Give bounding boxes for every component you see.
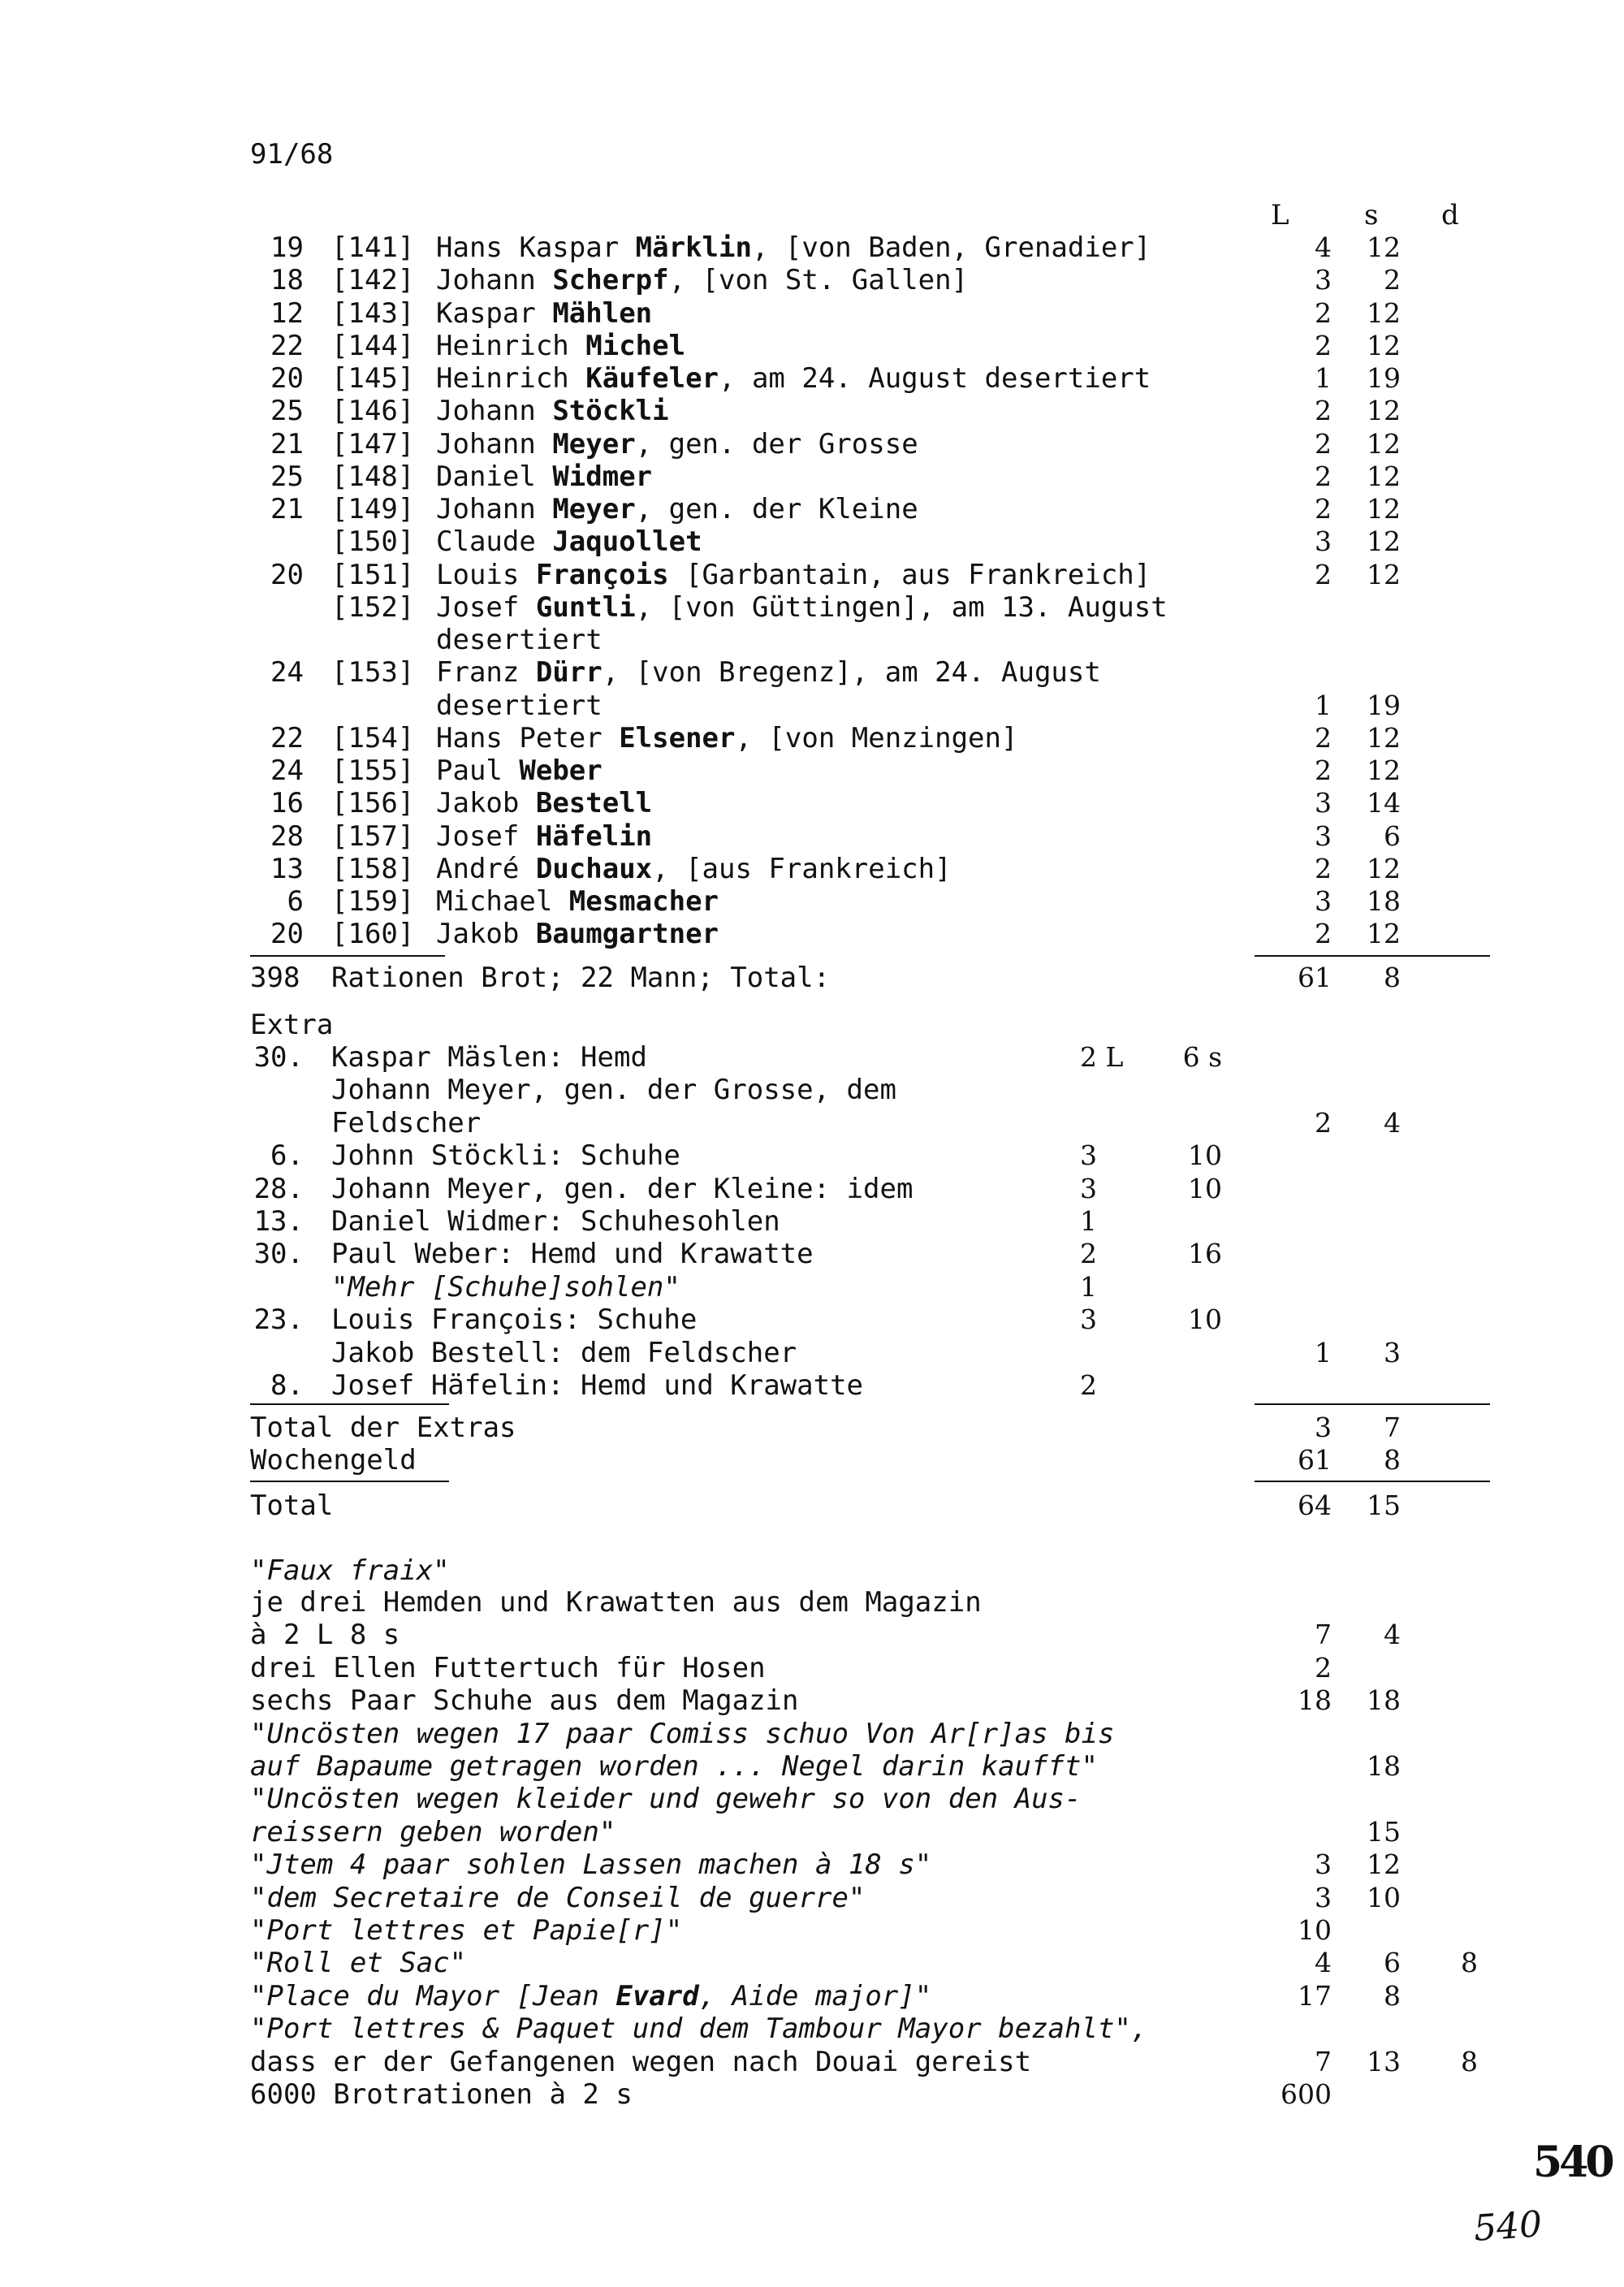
row-id: [153]: [331, 656, 415, 689]
last-name: Jaquollet: [552, 525, 702, 558]
handwritten-number: 540: [1472, 2203, 1544, 2250]
row-id: [147]: [331, 428, 415, 460]
row-name: [436, 460, 652, 493]
row-count: 21: [270, 493, 304, 525]
last-name: Elsener: [619, 722, 736, 754]
row-id: [152]: [331, 591, 415, 624]
row-name: [436, 918, 719, 950]
row-name: [436, 885, 719, 918]
row-continuation: desertiert: [436, 624, 603, 656]
row-count: 24: [270, 754, 304, 787]
faux-line: "Port lettres & Paquet und dem Tambour Mayor bezahlt",: [250, 2012, 1148, 2045]
faux-L: 2: [1315, 1652, 1332, 1684]
row-s: 12: [1367, 493, 1401, 525]
first-name: Johann: [436, 264, 536, 296]
name-note: , [von Menzingen]: [735, 722, 1018, 754]
faux-name: Evard: [615, 1980, 699, 2012]
faux-text-part: "Place du Mayor [Jean: [250, 1980, 616, 2012]
row-L: 3: [1315, 525, 1332, 557]
wochengeld-s: 8: [1384, 1444, 1401, 1476]
row-count: 22: [270, 330, 304, 362]
last-name: François: [535, 559, 669, 591]
name-note: , [von Baden, Grenadier]: [751, 231, 1151, 264]
extra-inner-L: 3: [1080, 1139, 1097, 1171]
first-name: Kaspar: [436, 297, 536, 330]
last-name: Meyer: [552, 428, 636, 460]
extras-underline: [250, 1403, 449, 1405]
extra-inner-L: 1: [1080, 1205, 1097, 1237]
extra-L: 1: [1315, 1337, 1332, 1368]
row-name: [436, 493, 918, 525]
faux-line: je drei Hemden und Krawatten aus dem Magazin: [250, 1586, 982, 1619]
row-s: 2: [1384, 264, 1401, 296]
faux-L: 3: [1315, 1848, 1332, 1880]
last-name: Stöckli: [552, 395, 669, 427]
row-L: 2: [1315, 428, 1332, 460]
row-name: [436, 754, 603, 787]
row-count: 25: [270, 460, 304, 493]
row-count: 6: [287, 885, 304, 918]
row-name: [436, 428, 918, 460]
last-name: Häfelin: [535, 820, 653, 853]
faux-line: à 2 L 8 s: [250, 1619, 400, 1651]
faux-line: reissern geben worden": [250, 1816, 616, 1848]
faux-line: dass er der Gefangenen wegen nach Douai gereist: [250, 2046, 1032, 2078]
row-s: 12: [1367, 460, 1401, 492]
extra-inner-L: 2: [1080, 1238, 1097, 1269]
faux-line: "Port lettres et Papie[r]": [250, 1914, 683, 1947]
row-id: [154]: [331, 722, 415, 754]
faux-text-part: , Aide major]": [698, 1980, 932, 2012]
extra-inner-L: 2 L: [1080, 1041, 1124, 1073]
row-count: 16: [270, 787, 304, 819]
row-L: 2: [1315, 559, 1332, 590]
faux-s: 4: [1384, 1619, 1401, 1650]
first-name: Paul: [436, 754, 503, 787]
faux-s: 12: [1367, 1848, 1401, 1880]
extra-inner-s: 16: [1188, 1238, 1222, 1269]
row-s: 19: [1367, 362, 1401, 394]
total-s: 15: [1367, 1489, 1401, 1521]
row-id: [156]: [331, 787, 415, 819]
row-name: [436, 656, 1101, 689]
row-count: 28: [270, 820, 304, 853]
row-L: 2: [1315, 918, 1332, 949]
row-name: [436, 297, 652, 330]
row-s: 6: [1384, 820, 1401, 852]
faux-d: 8: [1461, 1947, 1478, 1978]
row-id: [142]: [331, 264, 415, 296]
extra-inner-L: 3: [1080, 1173, 1097, 1204]
last-name: Baumgartner: [535, 918, 719, 950]
extra-text: "Mehr [Schuhe]sohlen": [331, 1271, 680, 1303]
extra-text: Feldscher: [331, 1107, 482, 1139]
faux-line: auf Bapaume getragen worden ... Negel darin kaufft": [250, 1750, 1098, 1783]
row-name: [436, 787, 652, 819]
row-continuation: desertiert: [436, 690, 603, 722]
row-id: [146]: [331, 395, 415, 427]
row-id: [157]: [331, 820, 415, 853]
first-name: Jakob: [436, 918, 520, 950]
faux-L: 18: [1298, 1684, 1332, 1716]
first-name: Johann: [436, 395, 536, 427]
last-name: Scherpf: [552, 264, 669, 296]
row-id: [159]: [331, 885, 415, 918]
faux-s: 18: [1367, 1750, 1401, 1782]
row-s: 14: [1367, 787, 1401, 819]
first-name: Claude: [436, 525, 536, 558]
row-name: [436, 362, 1151, 395]
row-id: [144]: [331, 330, 415, 362]
faux-line: "Jtem 4 paar sohlen Lassen machen à 18 s": [250, 1848, 932, 1881]
extra-L: 2: [1315, 1107, 1332, 1139]
row-s: 12: [1367, 330, 1401, 361]
faux-L: 4: [1315, 1947, 1332, 1978]
faux-line: 6000 Brotrationen à 2 s: [250, 2078, 633, 2111]
extra-text: Louis François: Schuhe: [331, 1303, 698, 1336]
last-name: Widmer: [552, 460, 653, 493]
extra-inner-s: 10: [1188, 1303, 1222, 1335]
extra-s: 3: [1384, 1337, 1401, 1368]
extra-day: 8.: [270, 1369, 304, 1402]
first-name: Daniel: [436, 460, 536, 493]
row-count: 12: [270, 297, 304, 330]
row-L: 2: [1315, 297, 1332, 329]
row-count: 24: [270, 656, 304, 689]
row-L: 2: [1315, 853, 1332, 884]
roll-sum-rule: [1255, 955, 1490, 957]
row-s: 12: [1367, 428, 1401, 460]
row-L: 3: [1315, 264, 1332, 296]
row-name: [436, 722, 1017, 754]
row-L: 2: [1315, 395, 1332, 426]
row-id: [150]: [331, 525, 415, 558]
row-s: 19: [1367, 690, 1401, 721]
header-L: L: [1271, 199, 1289, 231]
row-s: 12: [1367, 722, 1401, 754]
extra-inner-s: 10: [1188, 1173, 1222, 1204]
first-name: Johann: [436, 428, 536, 460]
faux-L: 17: [1298, 1980, 1332, 2012]
last-name: Meyer: [552, 493, 636, 525]
faux-d: 8: [1461, 2046, 1478, 2077]
last-name: Duchaux: [535, 853, 653, 885]
extra-heading: Extra: [250, 1009, 334, 1041]
last-name: Guntli: [535, 591, 636, 624]
row-id: [141]: [331, 231, 415, 264]
row-s: 18: [1367, 885, 1401, 917]
row-id: [149]: [331, 493, 415, 525]
faux-s: 10: [1367, 1882, 1401, 1913]
row-s: 12: [1367, 559, 1401, 590]
faux-line: "Roll et Sac": [250, 1947, 467, 1979]
extra-text: Josef Häfelin: Hemd und Krawatte: [331, 1369, 864, 1402]
first-name: Josef: [436, 591, 520, 624]
row-id: [155]: [331, 754, 415, 787]
row-count: 20: [270, 918, 304, 950]
row-L: 2: [1315, 330, 1332, 361]
extra-inner-L: 2: [1080, 1369, 1097, 1401]
total-label: Total: [250, 1489, 334, 1522]
row-name: [436, 591, 1168, 624]
row-s: 12: [1367, 918, 1401, 949]
last-name: Mesmacher: [568, 885, 719, 918]
extra-inner-s: 10: [1188, 1139, 1222, 1171]
first-name: André: [436, 853, 520, 885]
row-s: 12: [1367, 525, 1401, 557]
row-name: [436, 231, 1151, 264]
row-L: 2: [1315, 754, 1332, 786]
row-name: [436, 525, 702, 558]
last-name: Dürr: [535, 656, 603, 689]
summary-count: 398: [250, 962, 300, 994]
row-id: [145]: [331, 362, 415, 395]
wochengeld-L: 61: [1298, 1444, 1332, 1476]
stamp-number: 540: [1533, 2138, 1612, 2187]
faux-L: 10: [1298, 1914, 1332, 1946]
row-name: [436, 330, 685, 362]
row-id: [148]: [331, 460, 415, 493]
row-s: 12: [1367, 297, 1401, 329]
total-rule: [1255, 1481, 1490, 1482]
faux-L: 600: [1281, 2078, 1332, 2110]
extra-text: Paul Weber: Hemd und Krawatte: [331, 1238, 814, 1270]
last-name: Mählen: [552, 297, 653, 330]
name-note: , gen. der Kleine: [635, 493, 918, 525]
last-name: Märklin: [635, 231, 752, 264]
summary-L: 61: [1298, 962, 1332, 993]
extra-day: 30.: [253, 1041, 304, 1074]
row-s: 12: [1367, 754, 1401, 786]
first-name: Louis: [436, 559, 520, 591]
first-name: Johann: [436, 493, 536, 525]
total-extras-s: 7: [1384, 1412, 1401, 1443]
row-L: 3: [1315, 885, 1332, 917]
row-id: [151]: [331, 559, 415, 591]
header-s: s: [1364, 199, 1379, 231]
faux-s: 15: [1367, 1816, 1401, 1848]
extra-text: Kaspar Mäslen: Hemd: [331, 1041, 647, 1074]
row-count: 18: [270, 264, 304, 296]
faux-line: drei Ellen Futtertuch für Hosen: [250, 1652, 766, 1684]
name-note: , [von Güttingen], am 13. August: [635, 591, 1168, 624]
faux-L: 3: [1315, 1882, 1332, 1913]
row-L: 2: [1315, 493, 1332, 525]
extra-inner-L: 3: [1080, 1303, 1097, 1335]
row-count: 20: [270, 559, 304, 591]
row-id: [160]: [331, 918, 415, 950]
extra-day: 6.: [270, 1139, 304, 1172]
row-s: 12: [1367, 395, 1401, 426]
row-L: 3: [1315, 787, 1332, 819]
row-name: [436, 820, 652, 853]
first-name: Franz: [436, 656, 520, 689]
extra-day: 30.: [253, 1238, 304, 1270]
name-note: , am 24. August desertiert: [719, 362, 1151, 395]
total-L: 64: [1298, 1489, 1332, 1521]
first-name: Michael: [436, 885, 553, 918]
name-note: , gen. der Grosse: [635, 428, 918, 460]
extras-sum-rule: [1255, 1403, 1490, 1405]
row-name: [436, 559, 1151, 591]
last-name: Käufeler: [585, 362, 719, 395]
row-name: [436, 853, 952, 885]
extra-day: 23.: [253, 1303, 304, 1336]
extra-text: Johnn Stöckli: Schuhe: [331, 1139, 680, 1172]
wochengeld-label: Wochengeld: [250, 1444, 417, 1476]
faux-line: sechs Paar Schuhe aus dem Magazin: [250, 1684, 799, 1717]
faux-s: 13: [1367, 2046, 1401, 2077]
header-d: d: [1441, 199, 1459, 231]
faux-s: 6: [1384, 1947, 1401, 1978]
row-count: 13: [270, 853, 304, 885]
extra-day: 28.: [253, 1173, 304, 1205]
total-extras-label: Total der Extras: [250, 1412, 516, 1444]
faux-line: "Uncösten wegen 17 paar Comiss schuo Von Ar[r]as bis: [250, 1718, 1115, 1750]
name-note: [Garbantain, aus Frankreich]: [668, 559, 1151, 591]
name-note: , [aus Frankreich]: [652, 853, 952, 885]
extra-inner-L: 1: [1080, 1271, 1097, 1303]
faux-s: 18: [1367, 1684, 1401, 1716]
row-name: [436, 264, 968, 296]
first-name: Hans Peter: [436, 722, 603, 754]
faux-line: "Uncösten wegen kleider und gewehr so von den Aus-: [250, 1783, 1082, 1815]
row-count: 25: [270, 395, 304, 427]
row-s: 12: [1367, 231, 1401, 263]
faux-line: "dem Secretaire de Conseil de guerre": [250, 1882, 866, 1914]
extra-s: 4: [1384, 1107, 1401, 1139]
name-note: , [von Bregenz], am 24. August: [602, 656, 1101, 689]
row-L: 4: [1315, 231, 1332, 263]
page-number: 91/68: [250, 138, 334, 171]
last-name: Bestell: [535, 787, 653, 819]
last-name: Michel: [585, 330, 686, 362]
row-count: 21: [270, 428, 304, 460]
row-count: 20: [270, 362, 304, 395]
row-L: 2: [1315, 460, 1332, 492]
summary-text: Rationen Brot; 22 Mann; Total:: [331, 962, 831, 994]
row-name: [436, 395, 669, 427]
extra-text: Jakob Bestell: dem Feldscher: [331, 1337, 797, 1369]
row-L: 3: [1315, 820, 1332, 852]
first-name: Heinrich: [436, 362, 569, 395]
wochengeld-underline: [250, 1481, 449, 1482]
faux-L: 7: [1315, 2046, 1332, 2077]
row-L: 1: [1315, 690, 1332, 721]
faux-s: 8: [1384, 1980, 1401, 2012]
row-id: [158]: [331, 853, 415, 885]
first-name: Hans Kaspar: [436, 231, 620, 264]
last-name: Weber: [519, 754, 603, 787]
roll-underline: [250, 955, 445, 957]
faux-line: [250, 1980, 931, 2012]
row-s: 12: [1367, 853, 1401, 884]
faux-L: 7: [1315, 1619, 1332, 1650]
row-id: [143]: [331, 297, 415, 330]
first-name: Heinrich: [436, 330, 569, 362]
row-count: 19: [270, 231, 304, 264]
total-extras-L: 3: [1315, 1412, 1332, 1443]
summary-s: 8: [1384, 962, 1401, 993]
row-count: 22: [270, 722, 304, 754]
extra-text: Daniel Widmer: Schuhesohlen: [331, 1205, 780, 1238]
row-L: 1: [1315, 362, 1332, 394]
extra-text: Johann Meyer, gen. der Kleine: idem: [331, 1173, 914, 1205]
row-L: 2: [1315, 722, 1332, 754]
extra-day: 13.: [253, 1205, 304, 1238]
first-name: Jakob: [436, 787, 520, 819]
extra-inner-s: 6 s: [1182, 1041, 1222, 1073]
name-note: , [von St. Gallen]: [668, 264, 969, 296]
faux-heading: "Faux fraix": [250, 1554, 450, 1587]
first-name: Josef: [436, 820, 520, 853]
extra-text: Johann Meyer, gen. der Grosse, dem: [331, 1074, 896, 1106]
